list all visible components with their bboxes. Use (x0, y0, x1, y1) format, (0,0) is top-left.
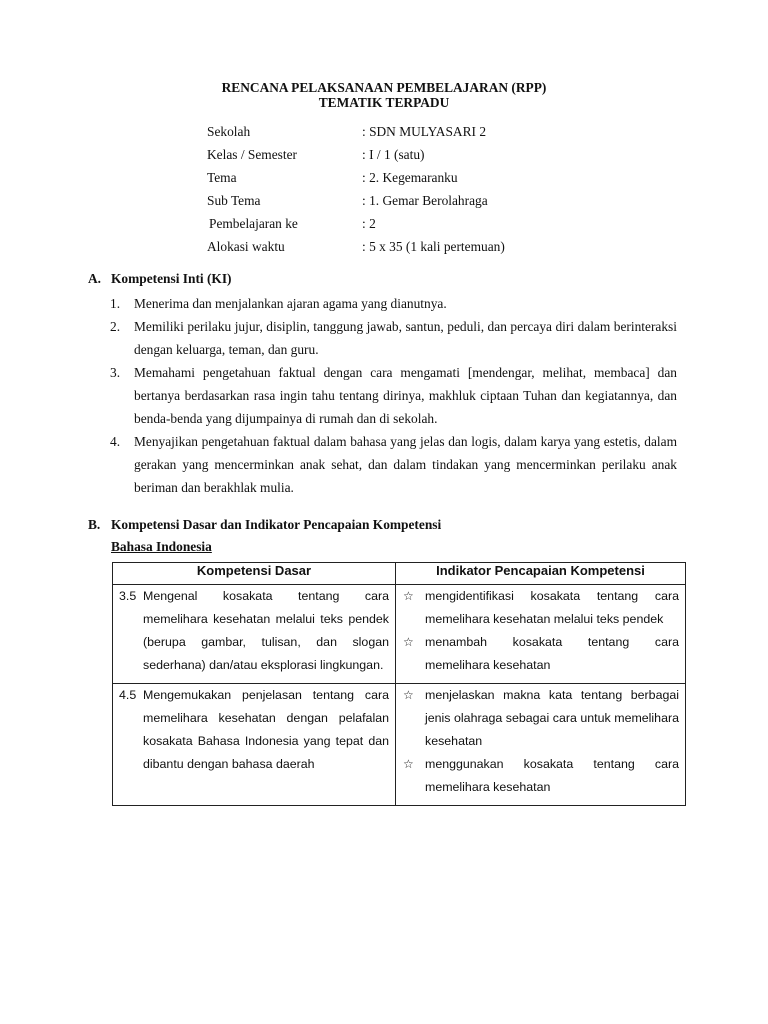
indicator-text: menambah kosakata tentang cara memelihara kesehatan (425, 635, 679, 672)
meta-label: Pembelajaran ke (209, 216, 298, 231)
kd-text: Mengenal kosakata tentang cara memelihara kesehatan melalui teks pendek (berupa gambar, tulisan, dan slogan sederhana) dan/atau eksplorasi lingkungan. (143, 589, 389, 672)
document-title (0, 80, 768, 110)
kd-number: 4.5 (119, 688, 137, 702)
title-line-1: RENCANA PELAKSANAAN PEMBELAJARAN (RPP) (221, 80, 547, 95)
meta-value: : SDN MULYASARI 2 (362, 124, 487, 139)
section-title: Kompetensi Dasar dan Indikator Pencapaian Kompetensi (111, 517, 442, 532)
table-header-row (113, 563, 686, 585)
meta-value: : I / 1 (satu) (362, 147, 425, 162)
list-text: Menerima dan menjalankan ajaran agama yang dianutnya. (134, 296, 447, 311)
meta-label: Alokasi waktu (207, 239, 285, 254)
kd-cell (113, 684, 396, 806)
meta-value: : 5 x 35 (1 kali pertemuan) (362, 239, 505, 254)
kd-cell (113, 585, 396, 684)
meta-value: : 2. Kegemaranku (362, 170, 458, 185)
indicator-text: menjelaskan makna kata tentang berbagai jenis olahraga sebagai cara untuk memelihara kesehatan (425, 688, 679, 748)
list-item (110, 430, 677, 499)
subject-heading: Bahasa Indonesia (111, 539, 212, 554)
list-number: 3. (110, 365, 121, 380)
meta-row-sekolah (207, 124, 627, 147)
section-title: Kompetensi Inti (KI) (111, 271, 232, 286)
meta-row-tema (207, 170, 627, 193)
table-row (113, 684, 686, 806)
list-text: Memahami pengetahuan faktual dengan cara mengamati [mendengar, melihat, membaca] dan bertanya berdasarkan rasa ingin tahu tentang dirinya, makhluk ciptaan Tuhan dan kegiatannya, dan benda-benda yang dijumpainya di rumah dan di sekolah. (134, 365, 677, 426)
meta-label: Kelas / Semester (207, 147, 297, 162)
list-item (402, 753, 679, 799)
indicator-cell (396, 684, 686, 806)
meta-label: Sekolah (207, 124, 251, 139)
list-item (110, 361, 677, 430)
kd-text: Mengemukakan penjelasan tentang cara memelihara kesehatan dengan pelafalan kosakata Bahasa Indonesia yang tepat dan dibantu dengan bahasa daerah (143, 688, 389, 771)
meta-row-pembelajaran (207, 216, 627, 239)
list-text: Menyajikan pengetahuan faktual dalam bahasa yang jelas dan logis, dalam karya yang estetis, dalam gerakan yang mencerminkan anak sehat, dan dalam tindakan yang mencerminkan perilaku anak beriman dan berakhlak mulia. (134, 434, 677, 495)
star-outline-icon: ☆ (403, 589, 414, 603)
list-text: Memiliki perilaku jujur, disiplin, tanggung jawab, santun, peduli, dan percaya diri dalam berinteraksi dengan keluarga, teman, dan guru. (134, 319, 677, 357)
star-outline-icon: ☆ (403, 688, 414, 702)
table-row (113, 585, 686, 684)
meta-row-kelas (207, 147, 627, 170)
list-item (402, 631, 679, 677)
indicator-text: menggunakan kosakata tentang cara memelihara kesehatan (425, 757, 679, 794)
list-item (402, 585, 679, 631)
list-number: 4. (110, 434, 121, 449)
star-outline-icon: ☆ (403, 635, 414, 649)
meta-row-alokasi (207, 239, 627, 262)
identity-block (207, 124, 627, 262)
section-letter: B. (88, 517, 101, 532)
indicator-cell (396, 585, 686, 684)
meta-label: Tema (207, 170, 237, 185)
list-number: 2. (110, 319, 121, 334)
meta-row-subtema (207, 193, 627, 216)
meta-label: Sub Tema (207, 193, 261, 208)
indicator-text: mengidentifikasi kosakata tentang cara memelihara kesehatan melalui teks pendek (425, 589, 679, 626)
star-outline-icon: ☆ (403, 757, 414, 771)
list-item (110, 292, 677, 315)
kd-number: 3.5 (119, 589, 137, 603)
list-number: 1. (110, 296, 121, 311)
column-header: Kompetensi Dasar (113, 563, 396, 585)
meta-value: : 2 (362, 216, 376, 231)
competency-table (112, 562, 686, 806)
list-item (402, 684, 679, 753)
title-line-2: TEMATIK TERPADU (318, 95, 450, 110)
ki-list (110, 292, 677, 499)
column-header: Indikator Pencapaian Kompetensi (396, 563, 686, 585)
meta-value: : 1. Gemar Berolahraga (362, 193, 488, 208)
list-item (110, 315, 677, 361)
section-letter: A. (88, 271, 102, 286)
